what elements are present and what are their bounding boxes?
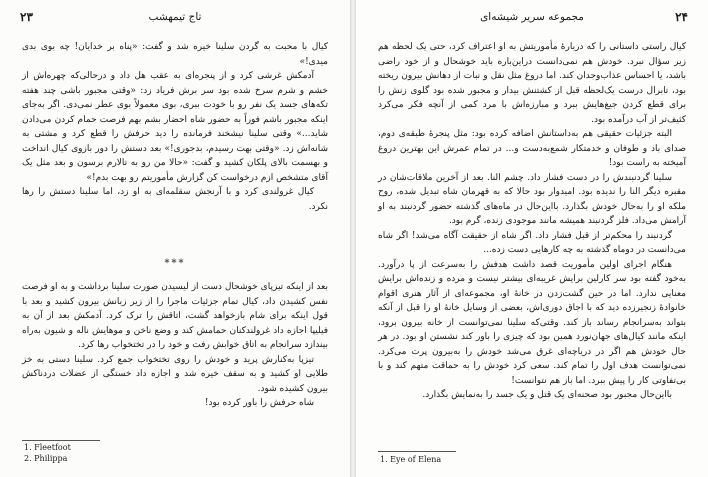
paragraph: البته جزئیات حقیقی هم به‌داستانش اضافه کرده بود: مثل پنجرهٔ طبقه‌ی دوم، صدای باد و طوفان و خدمتکار شمع‌به‌دست و... در تمام عمرش این بهترین دروغ آمیخته به راست بود! [378,129,686,168]
body-text [378,40,686,403]
paragraph: کیال با محبت به گردن سلینا خیره شد و گفت: «پناه بر خدایان! چه بوی بدی میدی!» [22,42,328,67]
footnotes [24,442,71,464]
running-head: مجموعه سریر شیشه‌ای [480,11,584,23]
paragraph: بااین‌حال مجبور بود صحنه‌ای یک قتل و یک جسد را به‌نمایش بگذارد. [422,390,672,400]
footnote-rule [378,451,456,452]
paragraph: بعد از اینکه تیزپای خوشحال دست از لیسیدن صورت سلینا برداشت و به او فرصت نفس کشیدن داد، کیال تمام جزئیات ماجرا را از زیر زبانش بیرون کشید و بعد با قول اینکه برای شام بازخواهد گشت، اتاقش را ترک کرد. آدمکش بعد از آن به فیلیپا اجازه داد غرولندکنان حمامش کند و وضع ناخن و موهایش ناله و شیون به‌راه بیندازد سرانجام به اتاق خوابش رفت و خود را در تختخواب رها کرد. [22,282,328,350]
footnote: 2. Philippa [24,454,68,463]
paragraph: آدمکش غرشی کرد و از پنجره‌ای به عقب هل داد و درحالی‌که چهره‌اش از خشم و شرم سرخ شده بود سر برش فریاد زد: «وقتی مجبور باشی چند هفته تکه‌های جسد یک نفر رو با خودت ببری، بوی معمولاً بوی عطر نمی‌دی. اگر به‌جای اینکه مجبور باشم فوراً به حضور شاه احضار بشم بهم فرصت حمام کردن می‌دادن شاید...» وقتی سلینا نیشخند فرمانده را دید حرفش را قطع کرد و مشتی به شانه‌اش زد. «وقتی بهت رسیدم، بدجوری!» بعد دستش را دور بازوی کیال انداخت و بهسمت بالای پلکان کشید و گفت: «حالا من رو به تالارم برسون و بعد مثل یک آقای متشخص ازم درخواست کن گزارش مأموریتم رو بهت بدم!» [22,71,328,183]
paragraph: شاه حرفش را باور کرده بود! [204,398,314,408]
page-number: ۲۴ [675,10,688,24]
left-page [0,0,350,477]
paragraph: کیال غرولندی کرد و با آرنجش سقلمه‌ای به او زد، اما سلینا دستش را رها نکرد. [22,187,328,212]
footnote: 1. Eye of Elena [380,455,442,464]
body-section-b [22,280,328,411]
paragraph: هنگام اجرای اولین مأموریت قصد داشت هدفش را به‌سرعت از پا درآورد. به‌خود گفته بود سر کارلین برایش غریبه‌ای بیشتر نیست و مرده و زنده‌اش برایش معنایی ندارد. اما در حین گشت‌زدن در خانهٔ او، مجموعه‌ای از آثار هنری اقوام خانوادهٔ زنجیرزده دید که با اجاق دوری‌اش، بعضی از وسایل خانهٔ او را قبل از آنکه بتواند به‌سرانجام رساند باز کند. وقتی‌که سلینا نمی‌توانست از خانه بیرون برود، اینکه مانند کیال‌های جهان‌نورد همین بود که چیزی را باور کند نشستن او بود. در هر حال خودش هم اگر در دریاچه‌ای غرق می‌شد خودش را به‌بیرون پرت می‌کرد. نمی‌توانست هدف اول را تمام کند. سعی کرد خودش را به حماقت متهم کند و با بی‌تفاوتی کار را پیش ببرد. اما باز هم نتوانست! [378,259,686,386]
page-number: ۲۳ [20,10,33,24]
right-page [356,0,708,477]
left-page-header [20,8,330,26]
paragraph: کیال راستی داستانی را که دربارهٔ مأموریتش به او اعتراف کرد، حتی یک لحظه هم زیر سؤال نبرد. خودش هم نمی‌دانست دراین‌باره باید خوشحال و از خود راضی باشد، یا احساس عذاب‌وجدان کند. اما دروغ مثل نقل و نبات از دهانش بیرون ریخته بود، تابرال درست یک‌لحظه قبل از کشتنش بیدار و مجبور شده بود گلوی زنش را برای قطع کردن جیغ‌هایش ببرد و مبارزه‌اش با مرد کمی از آنچه فکر می‌کرد کثیف‌تر از آب درآمده بود. [378,42,686,125]
running-head: تاج تیمهشب [148,11,202,23]
paragraph: گردنبند را محکم‌تر از قبل فشار داد. اگر شاه از حقیقت آگاه می‌شد! اگر شاه می‌دانست در دوماه گذشته به چه کارهایی دست زده... [378,230,686,255]
paragraph: سلینا گردنبندش را در دست فشار داد. چشم النا. بعد از آخرین ملاقات‌شان در مقبره دیگر النا را ندیده بود. امیدوار بود حالا که به قهرمان شاه تبدیل شده، روح ملکه او را به‌حال خودش بگذارد. بااین‌حال در ماه‌های گذشته حضور گردنبند به او آرامش می‌داد. فلز گردنبند همیشه مانند موجودی زنده، گرم بود. [378,172,686,226]
paragraph: تیزپا به‌کنارش پرید و خودش را روی تختخواب جمع کرد. سلینا دستی به خز طلایی او کشید و به سقف خیره شد و اجازه داد خستگی از عضلات دردناکش بیرون کشیده شود. [22,354,328,394]
right-page-header [376,8,688,26]
footnote-rule [22,440,100,441]
footnote: 1. Fleetfoot [24,443,71,452]
section-separator: *** [164,258,186,269]
footnotes [380,454,441,465]
body-section-a [22,40,328,214]
